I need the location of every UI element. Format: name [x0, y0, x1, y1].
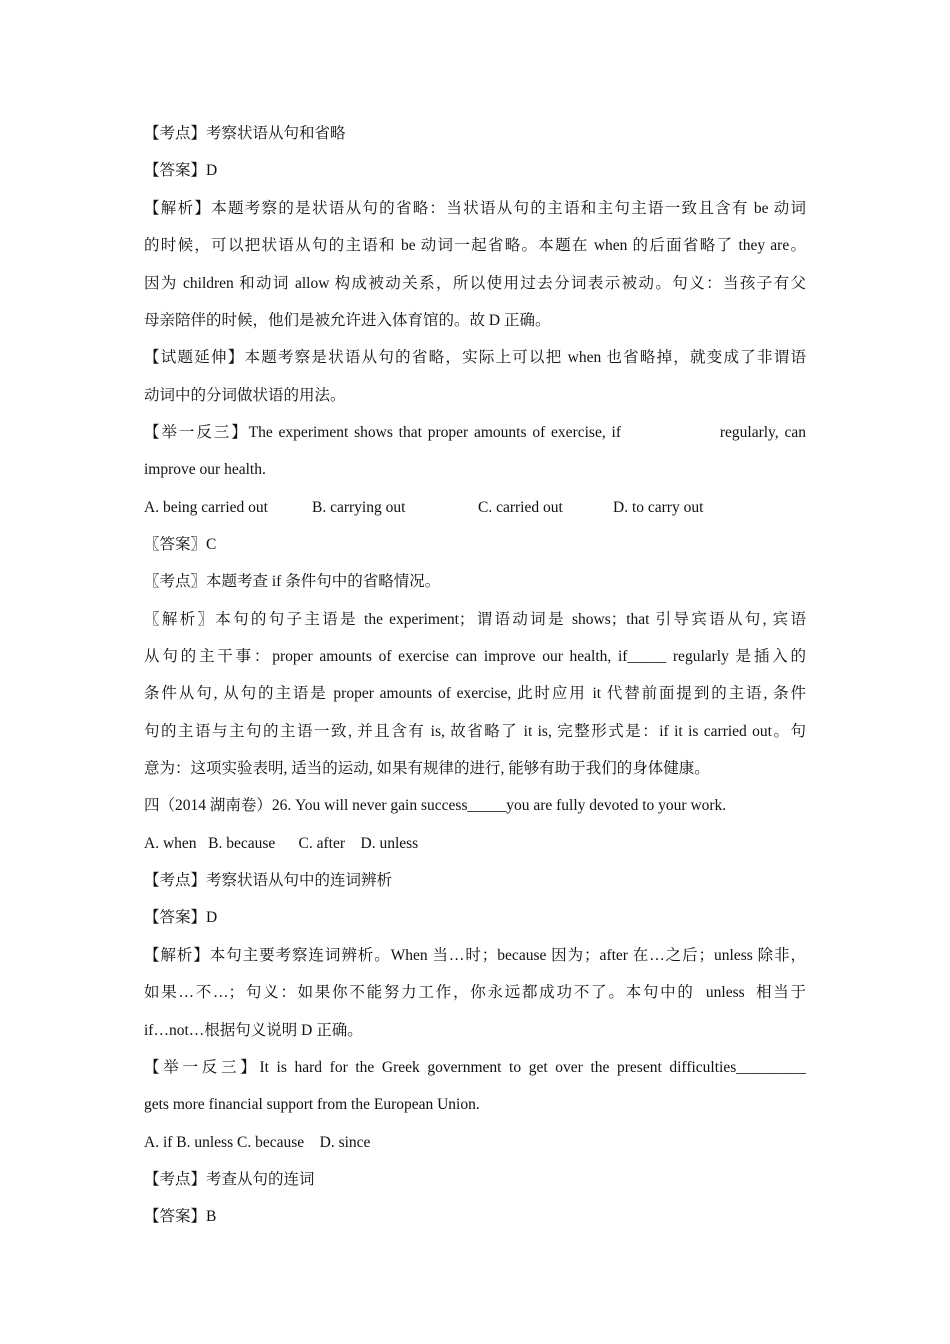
text-line: 因为 children 和动词 allow 构成被动关系，所以使用过去分词表示被动。句义：当孩子有父 [144, 275, 806, 292]
text-line: 句的主语与主句的主语一致, 并且含有 is, 故省略了 it is, 完整形式是：if it is carried out。句 [144, 723, 806, 740]
text-line: 【解析】本题考察的是状语从句的省略：当状语从句的主语和主句主语一致且含有 be 动词 [144, 200, 806, 217]
text-line: 【考点】考察状语从句和省略 [144, 125, 346, 142]
text-line: 母亲陪伴的时候，他们是被允许进入体育馆的。故 D 正确。 [144, 312, 551, 329]
text-line: 四（2014 湖南卷）26. You will never gain success_____you are fully devoted to your work. [144, 797, 727, 814]
text-line: 【试题延伸】本题考察是状语从句的省略，实际上可以把 when 也省略掉，就变成了非谓语 [144, 349, 806, 366]
text-line: gets more financial support from the European Union. [144, 1096, 480, 1113]
text-line: 〖答案〗C [144, 536, 217, 553]
text-line: 〖考点〗本题考查 if 条件句中的省略情况。 [144, 573, 441, 590]
text-line: 条件从句, 从句的主语是 proper amounts of exercise, 此时应用 it 代替前面提到的主语, 条件 [144, 685, 806, 702]
text-line: 的时候，可以把状语从句的主语和 be 动词一起省略。本题在 when 的后面省略了 they are。 [144, 237, 806, 254]
text-line: 动词中的分词做状语的用法。 [144, 387, 346, 404]
text-line: if…not…根据句义说明 D 正确。 [144, 1022, 363, 1039]
text-line: 【解析】本句主要考察连词辨析。When 当…时；because 因为；after 在…之后；unless 除非， [144, 947, 806, 964]
text-line: 意为：这项实验表明, 适当的运动, 如果有规律的进行, 能够有助于我们的身体健康。 [144, 760, 710, 777]
option-b: B. carrying out [312, 499, 406, 516]
option-d: D. to carry out [613, 499, 704, 516]
text-line: improve our health. [144, 461, 266, 478]
text-line: 〖解析〗本句的句子主语是 the experiment；谓语动词是 shows；that 引导宾语从句, 宾语 [144, 611, 806, 628]
options-line [144, 498, 806, 518]
text-line: 【考点】考察状语从句中的连词辨析 [144, 872, 393, 889]
text-line: 如果…不…；句义：如果你不能努力工作，你永远都成功不了。本句中的 unless 相当于 [144, 984, 806, 1001]
text-line: 【答案】D [144, 162, 218, 179]
text-line: 从句的主干事：proper amounts of exercise can improve our health, if_____ regularly 是插入的 [144, 648, 806, 665]
text-line: 【举一反三】The experiment shows that proper amounts of exercise, if regularly, can [144, 424, 806, 441]
text-line: 【考点】考查从句的连词 [144, 1171, 315, 1188]
text-line: A. when B. because C. after D. unless [144, 835, 419, 852]
option-a: A. being carried out [144, 499, 268, 516]
option-c: C. carried out [478, 499, 563, 516]
text-line: 【答案】B [144, 1208, 217, 1225]
text-line: 【举一反三】It is hard for the Greek government to get over the present difficulties_________ [144, 1059, 806, 1076]
text-line: A. if B. unless C. because D. since [144, 1134, 371, 1151]
text-line: 【答案】D [144, 909, 218, 926]
